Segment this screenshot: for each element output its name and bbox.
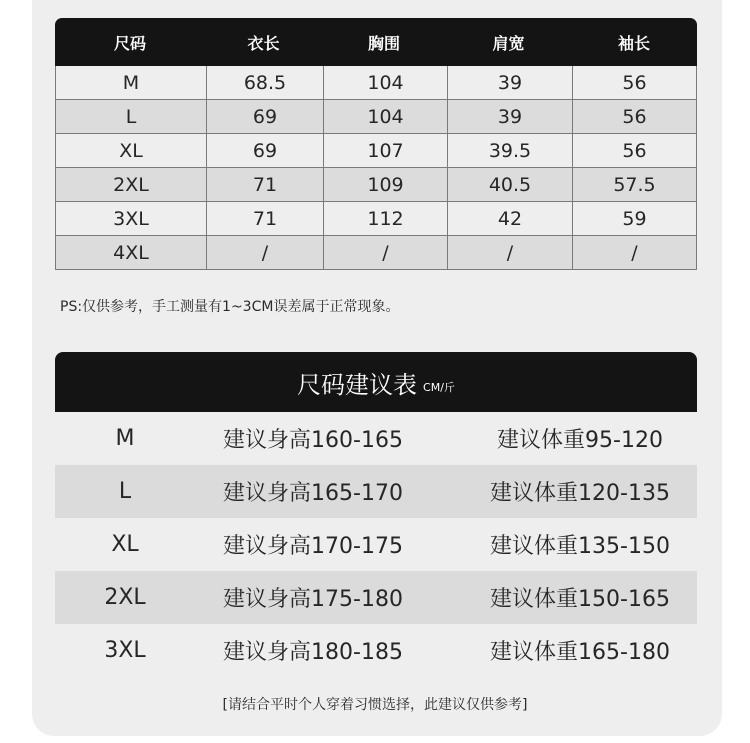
cell-chest: /	[323, 236, 447, 269]
table-row	[55, 518, 697, 571]
cell-weight: 建议体重135-150	[490, 534, 670, 559]
cell-weight: 建议体重165-180	[490, 640, 670, 665]
header-chest: 胸围	[367, 33, 400, 53]
header-shoulder: 肩宽	[492, 33, 525, 53]
size-table	[55, 18, 697, 270]
cell-size: XL	[111, 532, 139, 557]
cell-shoulder: 39	[447, 100, 572, 133]
size-table-header	[55, 18, 697, 66]
table-row	[55, 412, 697, 465]
cell-shoulder: 39.5	[447, 134, 572, 167]
suggestion-footer-note: [请结合平时个人穿着习惯选择，此建议仅供参考]	[222, 697, 528, 713]
cell-chest: 104	[323, 66, 447, 99]
cell-weight: 建议体重95-120	[497, 428, 663, 453]
table-row	[55, 465, 697, 518]
table-row	[56, 99, 696, 133]
cell-size: XL	[119, 139, 143, 162]
cell-length: 69	[206, 100, 323, 133]
measurement-note: PS:仅供参考，手工测量有1~3CM误差属于正常现象。	[60, 299, 400, 315]
cell-height: 建议身高180-185	[223, 640, 403, 665]
cell-length: 68.5	[206, 66, 323, 99]
cell-length: 71	[206, 168, 323, 201]
table-row	[56, 66, 696, 99]
cell-height: 建议身高175-180	[223, 587, 403, 612]
cell-shoulder: 40.5	[447, 168, 572, 201]
suggestion-unit: CM/斤	[423, 381, 455, 394]
table-row	[55, 624, 697, 677]
cell-size: 4XL	[113, 241, 149, 264]
header-size: 尺码	[113, 33, 146, 53]
cell-sleeve: /	[572, 236, 696, 269]
cell-length: /	[206, 236, 323, 269]
cell-length: 71	[206, 202, 323, 235]
cell-sleeve: 56	[572, 66, 696, 99]
suggestion-table-header	[55, 352, 697, 412]
table-row	[56, 133, 696, 167]
cell-size: 2XL	[104, 585, 146, 610]
cell-chest: 107	[323, 134, 447, 167]
table-row	[56, 167, 696, 201]
cell-height: 建议身高165-170	[223, 481, 403, 506]
cell-size: L	[118, 479, 132, 504]
size-table-body	[55, 66, 697, 270]
cell-chest: 112	[323, 202, 447, 235]
cell-sleeve: 56	[572, 134, 696, 167]
cell-length: 69	[206, 134, 323, 167]
suggestion-title: 尺码建议表	[297, 370, 418, 399]
cell-chest: 109	[323, 168, 447, 201]
table-row	[56, 235, 696, 269]
table-row	[56, 201, 696, 235]
cell-sleeve: 56	[572, 100, 696, 133]
cell-size: 3XL	[113, 207, 149, 230]
cell-size: M	[115, 426, 135, 451]
cell-shoulder: 42	[447, 202, 572, 235]
cell-shoulder: /	[447, 236, 572, 269]
cell-size: 2XL	[113, 173, 149, 196]
cell-shoulder: 39	[447, 66, 572, 99]
cell-height: 建议身高170-175	[223, 534, 403, 559]
header-length: 衣长	[247, 33, 280, 53]
cell-weight: 建议体重150-165	[490, 587, 670, 612]
cell-size: 3XL	[104, 638, 146, 663]
cell-sleeve: 59	[572, 202, 696, 235]
cell-size: M	[122, 71, 140, 94]
cell-height: 建议身高160-165	[223, 428, 403, 453]
cell-size: L	[125, 105, 137, 128]
cell-weight: 建议体重120-135	[490, 481, 670, 506]
table-row	[55, 571, 697, 624]
cell-chest: 104	[323, 100, 447, 133]
header-sleeve: 袖长	[617, 33, 650, 53]
cell-sleeve: 57.5	[572, 168, 696, 201]
suggestion-table	[55, 412, 697, 677]
